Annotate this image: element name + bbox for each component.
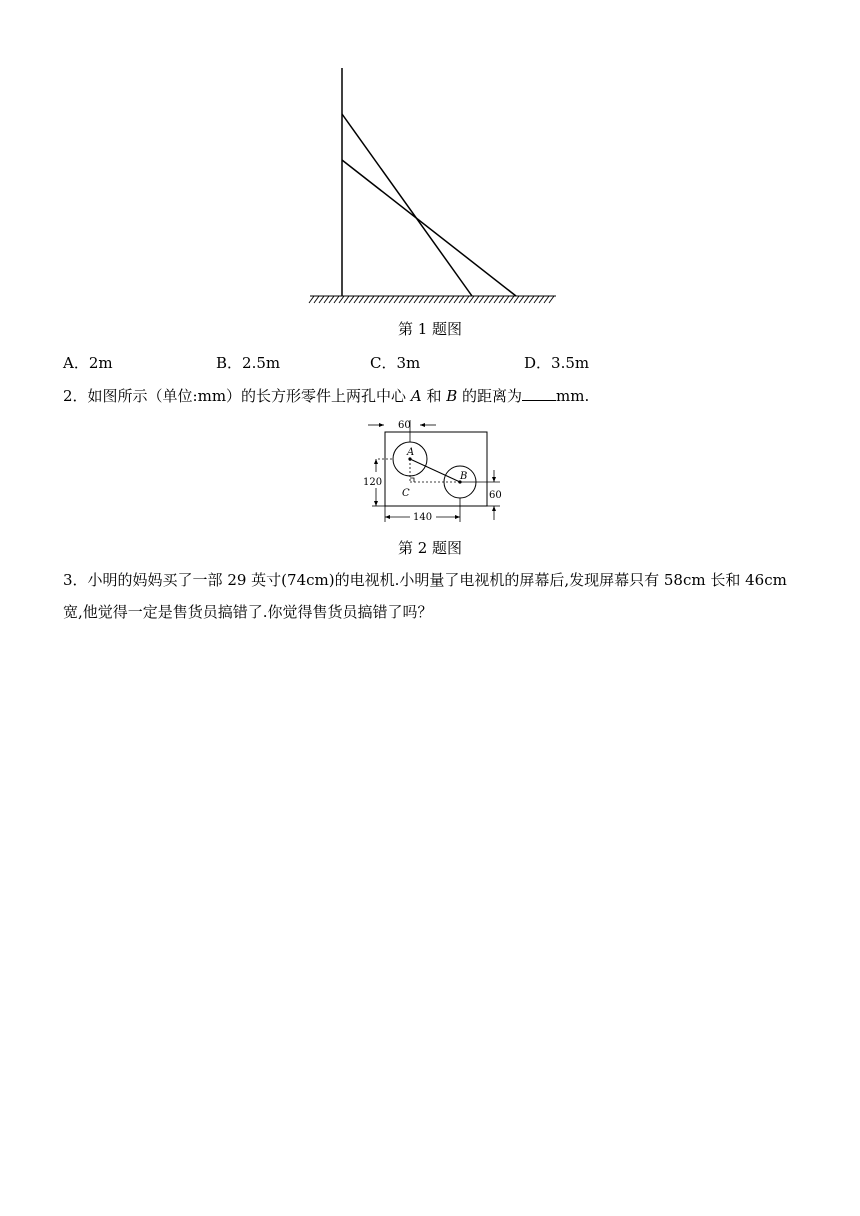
hatch-mark [524,296,529,303]
right-arrowhead-bottom [492,506,496,511]
hatch-mark [424,296,429,303]
hatch-mark [434,296,439,303]
left-dim-label: 120 [363,477,383,488]
ladder-line-1 [342,114,472,296]
ladder-line-2 [342,160,516,296]
hatch-mark [429,296,434,303]
choice-a: A．2m [63,354,113,372]
bottom-arrowhead-left [385,515,390,519]
hatch-mark [379,296,384,303]
left-arrowhead-top [374,459,378,464]
hatch-mark [314,296,319,303]
hatch-mark [344,296,349,303]
question-2-text-after: 的距离为 [457,387,523,405]
question-3 [63,564,803,628]
hatch-mark [384,296,389,303]
choice-d: D．3.5m [524,354,590,372]
hatch-mark [369,296,374,303]
hatch-mark [534,296,539,303]
question-3-number: 3． [63,571,88,589]
hatch-mark [399,296,404,303]
top-dim-label: 60 [398,420,411,431]
figure-1-ladder-diagram [300,62,562,310]
hatch-mark [409,296,414,303]
hatch-mark [464,296,469,303]
hatch-mark [324,296,329,303]
hatch-mark [499,296,504,303]
hatch-mark [374,296,379,303]
hatch-mark [459,296,464,303]
hatch-mark [479,296,484,303]
question-3-text: 小明的妈妈买了一部 29 英寸(74cm)的电视机.小明量了电视机的屏幕后,发现屏幕只有 58cm 长和 46cm 宽,他觉得一定是售货员搞错了.你觉得售货员搞错了吗？ [63,571,787,621]
figure-2-label-b: B [460,471,468,482]
hatch-mark [539,296,544,303]
hatch-mark [329,296,334,303]
rectangular-part [385,432,487,506]
point-a-label: A [410,387,422,405]
question-2 [63,380,823,412]
top-arrowhead-left [379,423,384,427]
ground-hatching [309,296,556,303]
bottom-arrowhead-right [455,515,460,519]
hatch-mark [334,296,339,303]
figure-2-part-diagram [360,414,510,526]
hatch-mark [309,296,314,303]
point-b-label: B [446,387,458,405]
hatch-mark [519,296,524,303]
hatch-mark [454,296,459,303]
hatch-mark [469,296,474,303]
hatch-mark [549,296,554,303]
hatch-mark [484,296,489,303]
hatch-mark [404,296,409,303]
hatch-mark [444,296,449,303]
hatch-mark [359,296,364,303]
bottom-dim-label: 140 [413,512,433,523]
figure-2-caption: 第 2 题图 [397,539,463,557]
hatch-mark [514,296,519,303]
hatch-mark [504,296,509,303]
left-arrowhead-bottom [374,501,378,506]
hatch-mark [339,296,344,303]
hatch-mark [354,296,359,303]
question-2-unit: mm. [556,387,590,405]
right-angle-mark [410,478,414,482]
hatch-mark [364,296,369,303]
hatch-mark [319,296,324,303]
answer-blank[interactable] [522,386,556,401]
choice-c: C．3m [370,354,421,372]
hatch-mark [474,296,479,303]
figure-1-caption: 第 1 题图 [397,320,463,338]
hatch-mark [439,296,444,303]
segment-ab [410,459,460,482]
hatch-mark [419,296,424,303]
figure-2-label-c: C [402,488,410,499]
hatch-mark [394,296,399,303]
hatch-mark [529,296,534,303]
hatch-mark [414,296,419,303]
right-dim-label: 60 [489,490,502,501]
hatch-mark [349,296,354,303]
question-2-text-and: 和 [421,387,447,405]
hatch-mark [489,296,494,303]
question-2-text-before: 如图所示（单位:mm）的长方形零件上两孔中心 [87,387,411,405]
top-arrowhead-right [420,423,425,427]
hatch-mark [389,296,394,303]
right-arrowhead-top [492,477,496,482]
hatch-mark [449,296,454,303]
figure-2-label-a: A [407,447,415,458]
hatch-mark [509,296,514,303]
hatch-mark [494,296,499,303]
hatch-mark [544,296,549,303]
choice-b: B．2.5m [216,354,281,372]
question-2-number: 2． [63,387,88,405]
